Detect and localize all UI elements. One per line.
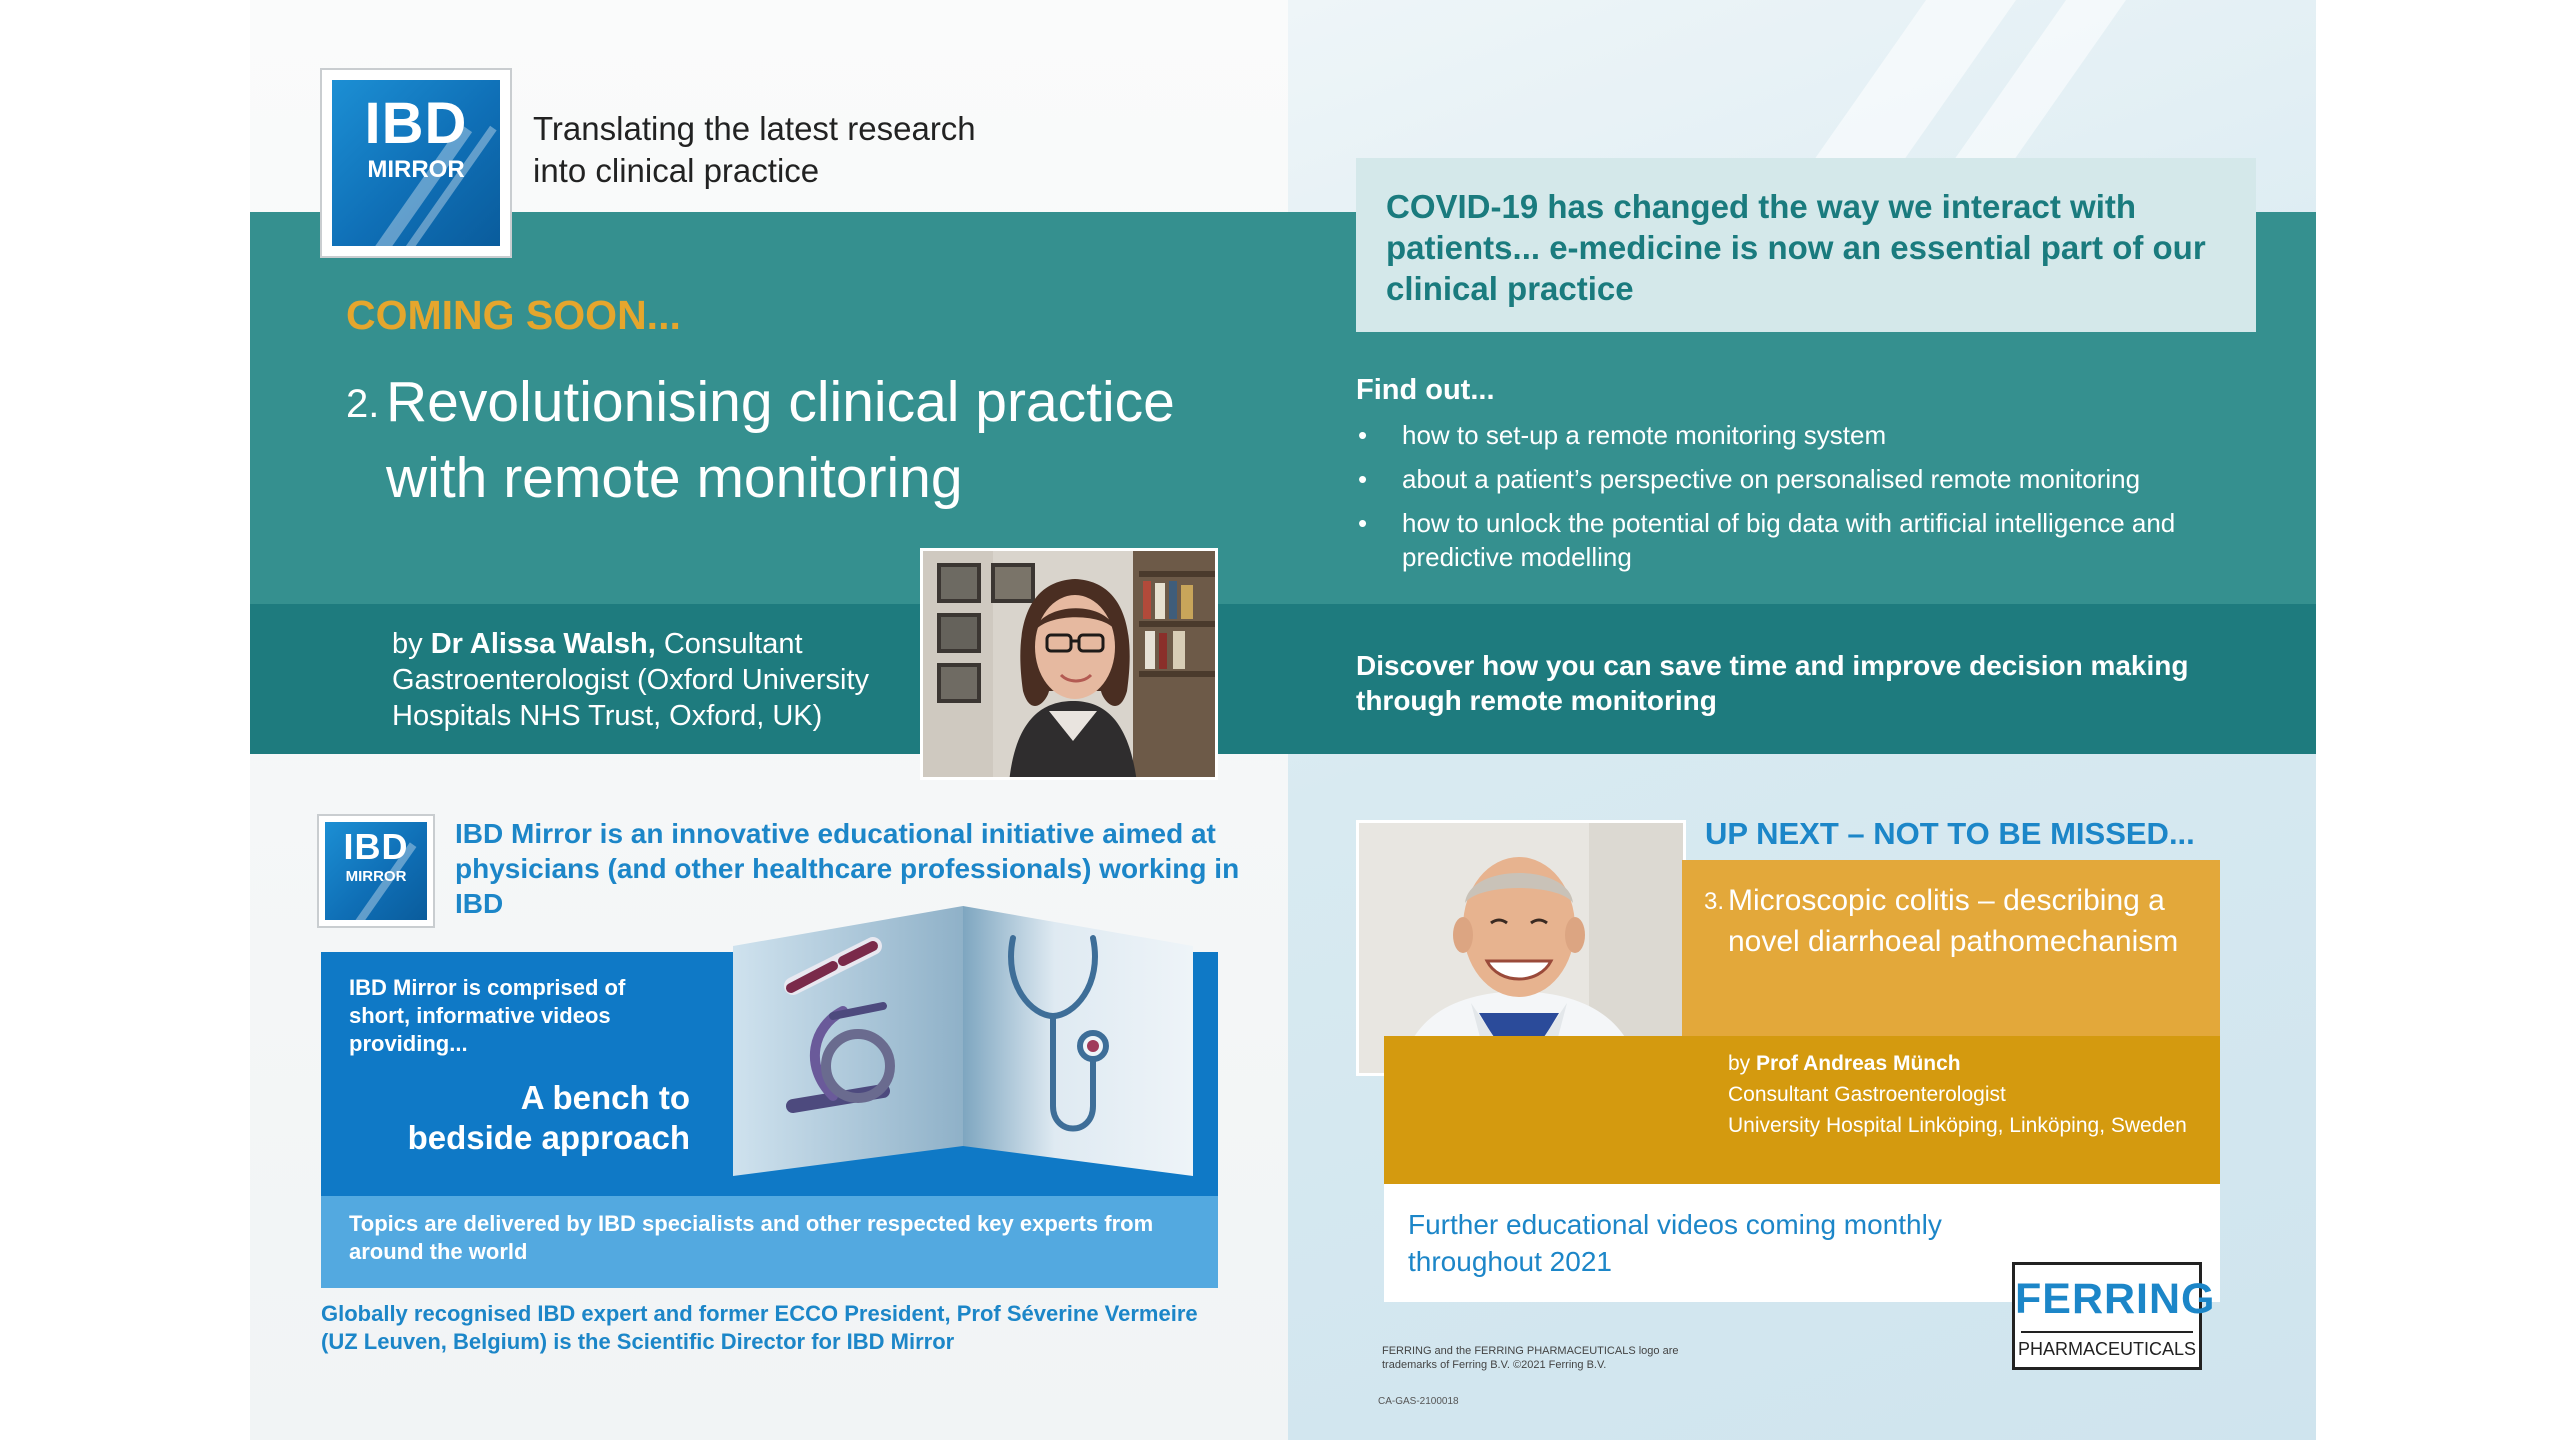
tagline: Translating the latest research into clinical practice bbox=[533, 110, 976, 189]
list-item: • how to set-up a remote monitoring system bbox=[1356, 418, 2256, 452]
speaker-name: Dr Alissa Walsh, bbox=[430, 628, 656, 660]
up-next-title: Microscopic colitis – describing a novel diarrhoeal pathomechanism bbox=[1728, 884, 2179, 958]
speaker-photo-walsh bbox=[920, 548, 1218, 780]
list-item: • about a patient’s perspective on personalised remote monitoring bbox=[1356, 462, 2256, 496]
find-out-list bbox=[1356, 418, 2256, 584]
covid-quote-box: COVID-19 has changed the way we interact with patients... e-medicine is now an essential part of our clinical practice bbox=[1356, 158, 2256, 332]
episode-title: Revolutionising clinical practice with remote monitoring bbox=[386, 370, 1175, 510]
up-next-heading: UP NEXT – NOT TO BE MISSED... bbox=[1705, 816, 2195, 851]
up-next-speaker-name: Prof Andreas Münch bbox=[1756, 1052, 1961, 1075]
document-code: CA-GAS-2100018 bbox=[1378, 1396, 1459, 1407]
ferring-logo bbox=[2012, 1262, 2216, 1370]
further-videos-text: Further educational videos coming monthly throughout 2021 bbox=[1408, 1209, 1942, 1277]
speaker-byline: by Dr Alissa Walsh, Consultant Gastroenterologist (Oxford University Hospitals NHS Trust, Oxford, UK) bbox=[392, 628, 870, 732]
find-out-heading: Find out... bbox=[1356, 374, 1495, 406]
ibd-mirror-logo-small: IBD MIRROR bbox=[317, 814, 435, 928]
ibd-mirror-logo bbox=[320, 68, 512, 258]
poster bbox=[250, 0, 2316, 1440]
coming-soon-label: COMING SOON... bbox=[346, 292, 681, 338]
episode-number: 2. bbox=[346, 382, 380, 426]
comprised-text: IBD Mirror is comprised of short, informative videos providing... bbox=[349, 975, 626, 1056]
logo-mirror-text: MIRROR bbox=[367, 156, 465, 183]
discover-text: Discover how you can save time and improve decision making through remote monitoring bbox=[1356, 650, 2189, 716]
topics-text: Topics are delivered by IBD specialists and other respected key experts from around the world bbox=[349, 1211, 1154, 1264]
scientific-director-text: Globally recognised IBD expert and former ECCO President, Prof Séverine Vermeire (UZ Leuven, Belgium) is the Scientific Director for IBD Mirror bbox=[321, 1301, 1198, 1354]
bench-to-bedside-heading: A bench to bedside approach bbox=[407, 1079, 690, 1156]
initiative-description: IBD Mirror is an innovative educational initiative aimed at physicians (and other healthcare professionals) working in IBD bbox=[455, 818, 1240, 919]
book-illustration bbox=[733, 906, 1199, 1176]
logo-ibd-text: IBD bbox=[364, 91, 468, 156]
list-item: • how to unlock the potential of big data with artificial intelligence and predictive modelling bbox=[1356, 506, 2256, 574]
trademark-notice: FERRING and the FERRING PHARMACEUTICALS logo are trademarks of Ferring B.V. ©2021 Ferring B.V. bbox=[1382, 1345, 1679, 1371]
ferring-name: FERRING bbox=[2015, 1275, 2216, 1323]
episode-number-next: 3. bbox=[1704, 888, 1725, 915]
up-next-speaker: by Prof Andreas Münch Consultant Gastroenterologist University Hospital Linköping, Linköping, Sweden bbox=[1728, 1052, 2187, 1137]
ferring-subtitle: PHARMACEUTICALS bbox=[2017, 1339, 2197, 1359]
